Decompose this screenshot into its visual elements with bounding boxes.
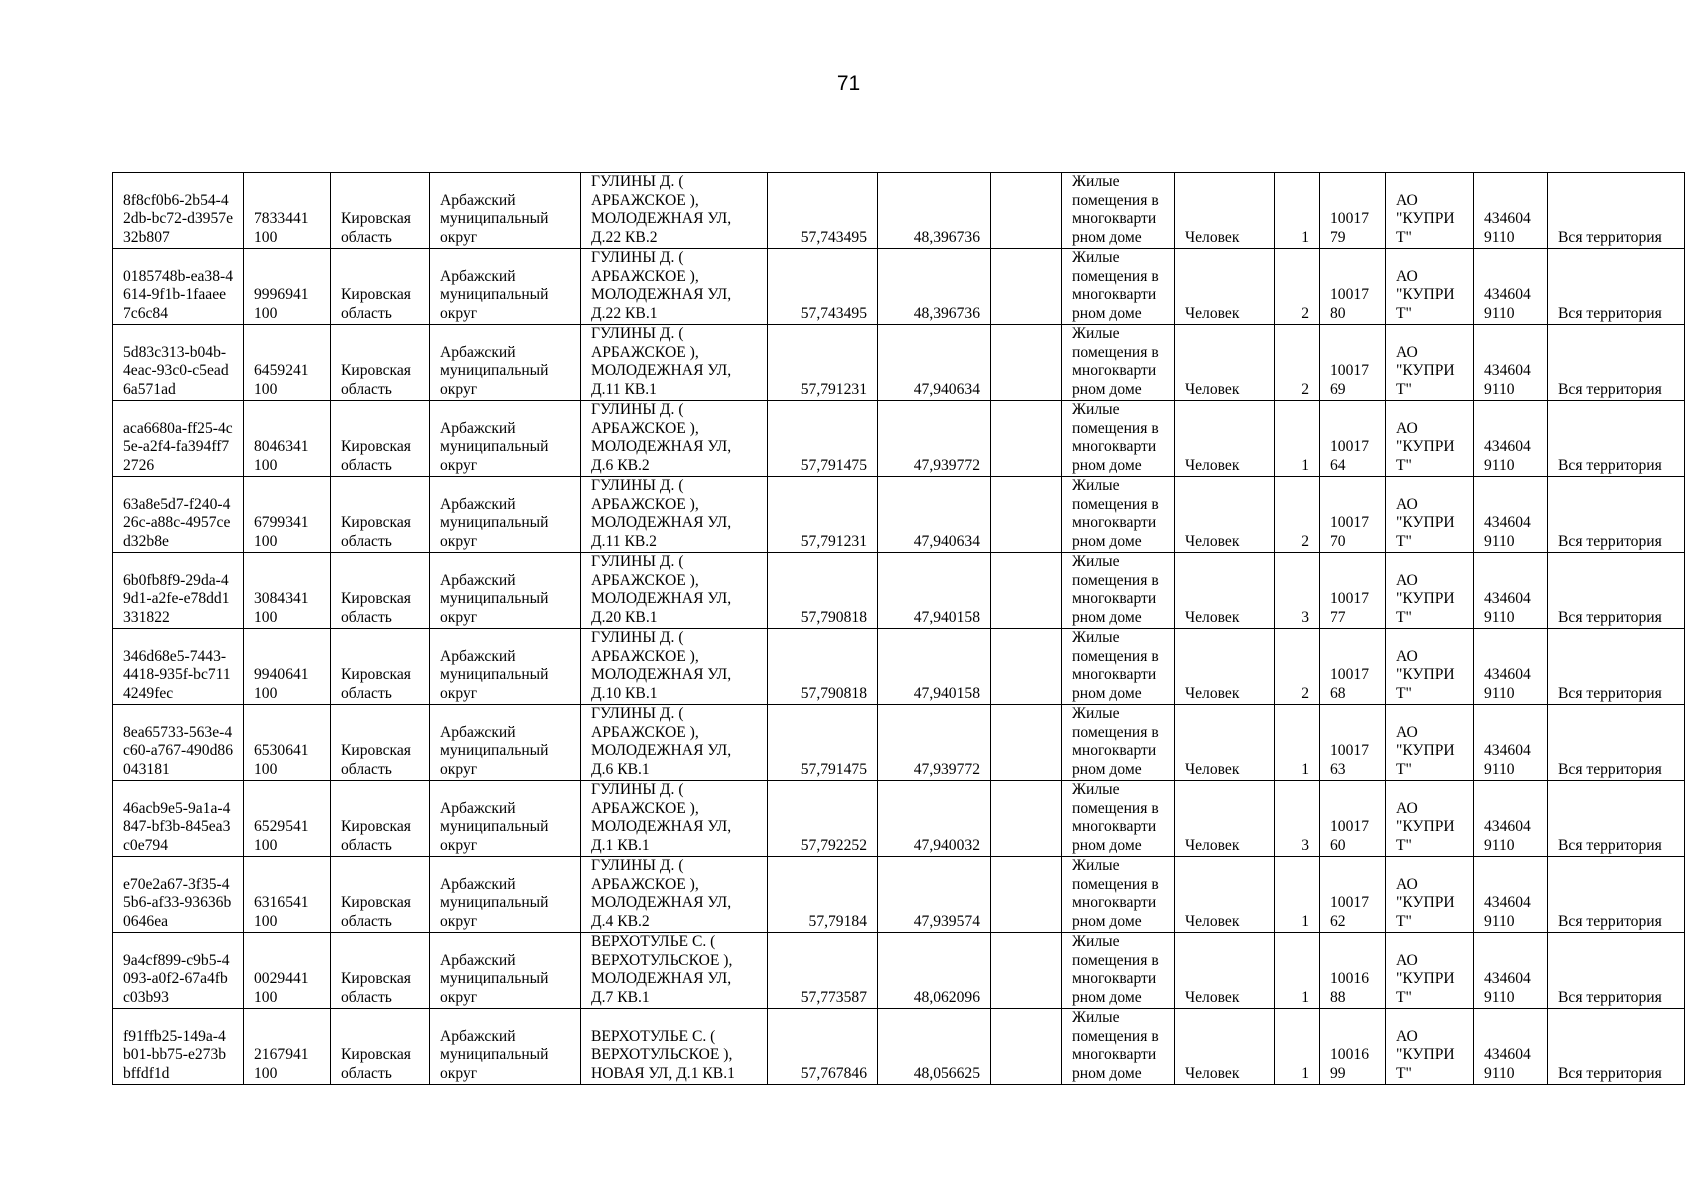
cell-region: Кировская область xyxy=(331,933,430,1009)
cell-latitude: 57,792252 xyxy=(768,781,878,857)
cell-district: Арбажский муниципальный округ xyxy=(430,249,581,325)
cell-territory: Вся территория xyxy=(1548,1009,1685,1085)
cell-id: 46acb9e5-9a1a-4847-bf3b-845ea3c0e794 xyxy=(113,781,244,857)
table-row xyxy=(113,781,1685,857)
table-row xyxy=(113,629,1685,705)
cell-district: Арбажский муниципальный округ xyxy=(430,933,581,1009)
cell-object-type: Жилые помещения в многокварти рном доме xyxy=(1062,553,1175,629)
cell-number: 10017 69 xyxy=(1320,325,1386,401)
cell-unit: Человек xyxy=(1175,705,1275,781)
cell-inn: 434604 9110 xyxy=(1474,325,1548,401)
cell-latitude: 57,773587 xyxy=(768,933,878,1009)
cell-region: Кировская область xyxy=(331,1009,430,1085)
cell-address: ГУЛИНЫ Д. ( АРБАЖСКОЕ ), МОЛОДЕЖНАЯ УЛ, Д.22 КВ.2 xyxy=(581,173,768,249)
cell-unit: Человек xyxy=(1175,401,1275,477)
cell-longitude: 47,939574 xyxy=(878,857,991,933)
cell-unit: Человек xyxy=(1175,629,1275,705)
cell-territory: Вся территория xyxy=(1548,249,1685,325)
cell-region: Кировская область xyxy=(331,705,430,781)
cell-longitude: 47,940158 xyxy=(878,553,991,629)
cell-address: ГУЛИНЫ Д. ( АРБАЖСКОЕ ), МОЛОДЕЖНАЯ УЛ, Д.11 КВ.2 xyxy=(581,477,768,553)
cell-latitude: 57,743495 xyxy=(768,249,878,325)
cell-region: Кировская область xyxy=(331,401,430,477)
cell-id: 8f8cf0b6-2b54-42db-bc72-d3957e32b807 xyxy=(113,173,244,249)
cell-address: ГУЛИНЫ Д. ( АРБАЖСКОЕ ), МОЛОДЕЖНАЯ УЛ, Д.6 КВ.2 xyxy=(581,401,768,477)
cell-district: Арбажский муниципальный округ xyxy=(430,401,581,477)
cell-count: 1 xyxy=(1275,705,1320,781)
cell-count: 1 xyxy=(1275,857,1320,933)
cell-id: 9a4cf899-c9b5-4093-a0f2-67a4fbc03b93 xyxy=(113,933,244,1009)
cell-inn: 434604 9110 xyxy=(1474,477,1548,553)
cell-number: 10017 60 xyxy=(1320,781,1386,857)
cell-id: 346d68e5-7443-4418-935f-bc7114249fec xyxy=(113,629,244,705)
cell-territory: Вся территория xyxy=(1548,629,1685,705)
cell-organization: АО "КУПРИ Т" xyxy=(1386,173,1474,249)
cell-latitude: 57,791231 xyxy=(768,477,878,553)
table-row xyxy=(113,857,1685,933)
cell-count: 3 xyxy=(1275,781,1320,857)
cell-organization: АО "КУПРИ Т" xyxy=(1386,781,1474,857)
cell-region: Кировская область xyxy=(331,249,430,325)
cell-address: ГУЛИНЫ Д. ( АРБАЖСКОЕ ), МОЛОДЕЖНАЯ УЛ, Д.11 КВ.1 xyxy=(581,325,768,401)
cell-code: 9940641 100 xyxy=(244,629,331,705)
cell-inn: 434604 9110 xyxy=(1474,857,1548,933)
cell-organization: АО "КУПРИ Т" xyxy=(1386,933,1474,1009)
cell-region: Кировская область xyxy=(331,553,430,629)
table-row xyxy=(113,325,1685,401)
cell-region: Кировская область xyxy=(331,325,430,401)
cell-id: 6b0fb8f9-29da-49d1-a2fe-e78dd1331822 xyxy=(113,553,244,629)
cell-latitude: 57,791475 xyxy=(768,705,878,781)
cell-district: Арбажский муниципальный округ xyxy=(430,173,581,249)
cell-address: ГУЛИНЫ Д. ( АРБАЖСКОЕ ), МОЛОДЕЖНАЯ УЛ, Д.6 КВ.1 xyxy=(581,705,768,781)
cell-empty xyxy=(991,173,1062,249)
cell-district: Арбажский муниципальный округ xyxy=(430,1009,581,1085)
cell-region: Кировская область xyxy=(331,857,430,933)
cell-inn: 434604 9110 xyxy=(1474,933,1548,1009)
cell-count: 2 xyxy=(1275,249,1320,325)
cell-object-type: Жилые помещения в многокварти рном доме xyxy=(1062,933,1175,1009)
cell-unit: Человек xyxy=(1175,857,1275,933)
cell-object-type: Жилые помещения в многокварти рном доме xyxy=(1062,249,1175,325)
cell-longitude: 47,939772 xyxy=(878,705,991,781)
cell-object-type: Жилые помещения в многокварти рном доме xyxy=(1062,325,1175,401)
cell-object-type: Жилые помещения в многокварти рном доме xyxy=(1062,477,1175,553)
cell-longitude: 47,940634 xyxy=(878,325,991,401)
cell-empty xyxy=(991,857,1062,933)
cell-number: 10017 64 xyxy=(1320,401,1386,477)
cell-empty xyxy=(991,1009,1062,1085)
cell-count: 1 xyxy=(1275,933,1320,1009)
cell-district: Арбажский муниципальный округ xyxy=(430,477,581,553)
cell-territory: Вся территория xyxy=(1548,705,1685,781)
cell-object-type: Жилые помещения в многокварти рном доме xyxy=(1062,629,1175,705)
cell-longitude: 47,940634 xyxy=(878,477,991,553)
cell-longitude: 47,940158 xyxy=(878,629,991,705)
cell-id: f91ffb25-149a-4b01-bb75-e273bbffdf1d xyxy=(113,1009,244,1085)
cell-longitude: 48,056625 xyxy=(878,1009,991,1085)
cell-object-type: Жилые помещения в многокварти рном доме xyxy=(1062,781,1175,857)
cell-longitude: 48,396736 xyxy=(878,173,991,249)
cell-inn: 434604 9110 xyxy=(1474,705,1548,781)
registry-table xyxy=(112,172,1685,1085)
cell-number: 10016 88 xyxy=(1320,933,1386,1009)
cell-number: 10017 79 xyxy=(1320,173,1386,249)
cell-longitude: 47,940032 xyxy=(878,781,991,857)
table-row xyxy=(113,553,1685,629)
cell-code: 8046341 100 xyxy=(244,401,331,477)
table-row xyxy=(113,401,1685,477)
cell-latitude: 57,743495 xyxy=(768,173,878,249)
cell-district: Арбажский муниципальный округ xyxy=(430,553,581,629)
cell-organization: АО "КУПРИ Т" xyxy=(1386,553,1474,629)
table-row xyxy=(113,249,1685,325)
cell-inn: 434604 9110 xyxy=(1474,1009,1548,1085)
cell-longitude: 48,062096 xyxy=(878,933,991,1009)
cell-district: Арбажский муниципальный округ xyxy=(430,629,581,705)
cell-object-type: Жилые помещения в многокварти рном доме xyxy=(1062,1009,1175,1085)
cell-number: 10017 63 xyxy=(1320,705,1386,781)
cell-number: 10017 80 xyxy=(1320,249,1386,325)
cell-empty xyxy=(991,553,1062,629)
cell-inn: 434604 9110 xyxy=(1474,173,1548,249)
table-row xyxy=(113,1009,1685,1085)
cell-organization: АО "КУПРИ Т" xyxy=(1386,857,1474,933)
cell-unit: Человек xyxy=(1175,249,1275,325)
cell-inn: 434604 9110 xyxy=(1474,553,1548,629)
cell-district: Арбажский муниципальный округ xyxy=(430,705,581,781)
cell-count: 2 xyxy=(1275,629,1320,705)
cell-count: 3 xyxy=(1275,553,1320,629)
cell-count: 1 xyxy=(1275,173,1320,249)
cell-longitude: 48,396736 xyxy=(878,249,991,325)
cell-code: 6316541 100 xyxy=(244,857,331,933)
page-number: 71 xyxy=(836,72,861,95)
cell-organization: АО "КУПРИ Т" xyxy=(1386,325,1474,401)
cell-territory: Вся территория xyxy=(1548,781,1685,857)
cell-inn: 434604 9110 xyxy=(1474,401,1548,477)
cell-count: 1 xyxy=(1275,401,1320,477)
cell-unit: Человек xyxy=(1175,325,1275,401)
table-row xyxy=(113,933,1685,1009)
cell-address: ГУЛИНЫ Д. ( АРБАЖСКОЕ ), МОЛОДЕЖНАЯ УЛ, Д.1 КВ.1 xyxy=(581,781,768,857)
table-row xyxy=(113,477,1685,553)
cell-address: ГУЛИНЫ Д. ( АРБАЖСКОЕ ), МОЛОДЕЖНАЯ УЛ, Д.10 КВ.1 xyxy=(581,629,768,705)
cell-unit: Человек xyxy=(1175,1009,1275,1085)
cell-empty xyxy=(991,325,1062,401)
cell-number: 10016 99 xyxy=(1320,1009,1386,1085)
cell-empty xyxy=(991,401,1062,477)
cell-territory: Вся территория xyxy=(1548,325,1685,401)
cell-code: 6459241 100 xyxy=(244,325,331,401)
cell-latitude: 57,767846 xyxy=(768,1009,878,1085)
cell-code: 6799341 100 xyxy=(244,477,331,553)
cell-id: 63a8e5d7-f240-426c-a88c-4957ced32b8e xyxy=(113,477,244,553)
cell-district: Арбажский муниципальный округ xyxy=(430,325,581,401)
cell-region: Кировская область xyxy=(331,173,430,249)
cell-empty xyxy=(991,781,1062,857)
cell-number: 10017 62 xyxy=(1320,857,1386,933)
cell-longitude: 47,939772 xyxy=(878,401,991,477)
cell-id: 5d83c313-b04b-4eac-93c0-c5ead6a571ad xyxy=(113,325,244,401)
cell-unit: Человек xyxy=(1175,173,1275,249)
cell-code: 7833441 100 xyxy=(244,173,331,249)
cell-territory: Вся территория xyxy=(1548,477,1685,553)
cell-address: ГУЛИНЫ Д. ( АРБАЖСКОЕ ), МОЛОДЕЖНАЯ УЛ, Д.4 КВ.2 xyxy=(581,857,768,933)
cell-code: 9996941 100 xyxy=(244,249,331,325)
cell-organization: АО "КУПРИ Т" xyxy=(1386,629,1474,705)
cell-latitude: 57,791475 xyxy=(768,401,878,477)
cell-address: ГУЛИНЫ Д. ( АРБАЖСКОЕ ), МОЛОДЕЖНАЯ УЛ, Д.22 КВ.1 xyxy=(581,249,768,325)
cell-code: 6530641 100 xyxy=(244,705,331,781)
cell-region: Кировская область xyxy=(331,477,430,553)
cell-object-type: Жилые помещения в многокварти рном доме xyxy=(1062,401,1175,477)
cell-number: 10017 70 xyxy=(1320,477,1386,553)
cell-district: Арбажский муниципальный округ xyxy=(430,781,581,857)
cell-address: ВЕРХОТУЛЬЕ С. ( ВЕРХОТУЛЬСКОЕ ), НОВАЯ УЛ, Д.1 КВ.1 xyxy=(581,1009,768,1085)
cell-latitude: 57,79184 xyxy=(768,857,878,933)
cell-territory: Вся территория xyxy=(1548,173,1685,249)
cell-inn: 434604 9110 xyxy=(1474,629,1548,705)
cell-id: e70e2a67-3f35-45b6-af33-93636b0646ea xyxy=(113,857,244,933)
cell-latitude: 57,791231 xyxy=(768,325,878,401)
table-row xyxy=(113,705,1685,781)
cell-id: 8ea65733-563e-4c60-a767-490d86043181 xyxy=(113,705,244,781)
table-row xyxy=(113,173,1685,249)
cell-empty xyxy=(991,249,1062,325)
cell-count: 2 xyxy=(1275,477,1320,553)
cell-count: 1 xyxy=(1275,1009,1320,1085)
cell-organization: АО "КУПРИ Т" xyxy=(1386,249,1474,325)
cell-unit: Человек xyxy=(1175,781,1275,857)
cell-number: 10017 68 xyxy=(1320,629,1386,705)
cell-address: ГУЛИНЫ Д. ( АРБАЖСКОЕ ), МОЛОДЕЖНАЯ УЛ, Д.20 КВ.1 xyxy=(581,553,768,629)
cell-organization: АО "КУПРИ Т" xyxy=(1386,477,1474,553)
cell-id: aca6680a-ff25-4c5e-a2f4-fa394ff72726 xyxy=(113,401,244,477)
table-body xyxy=(113,173,1685,1085)
cell-region: Кировская область xyxy=(331,781,430,857)
cell-latitude: 57,790818 xyxy=(768,629,878,705)
cell-empty xyxy=(991,933,1062,1009)
cell-count: 2 xyxy=(1275,325,1320,401)
cell-territory: Вся территория xyxy=(1548,857,1685,933)
cell-territory: Вся территория xyxy=(1548,933,1685,1009)
cell-district: Арбажский муниципальный округ xyxy=(430,857,581,933)
cell-id: 0185748b-ea38-4614-9f1b-1faaee7c6c84 xyxy=(113,249,244,325)
cell-code: 6529541 100 xyxy=(244,781,331,857)
cell-unit: Человек xyxy=(1175,553,1275,629)
cell-organization: АО "КУПРИ Т" xyxy=(1386,401,1474,477)
cell-inn: 434604 9110 xyxy=(1474,249,1548,325)
cell-object-type: Жилые помещения в многокварти рном доме xyxy=(1062,173,1175,249)
cell-code: 3084341 100 xyxy=(244,553,331,629)
cell-territory: Вся территория xyxy=(1548,401,1685,477)
cell-unit: Человек xyxy=(1175,933,1275,1009)
cell-empty xyxy=(991,705,1062,781)
cell-code: 2167941 100 xyxy=(244,1009,331,1085)
cell-empty xyxy=(991,629,1062,705)
cell-latitude: 57,790818 xyxy=(768,553,878,629)
cell-region: Кировская область xyxy=(331,629,430,705)
cell-code: 0029441 100 xyxy=(244,933,331,1009)
cell-number: 10017 77 xyxy=(1320,553,1386,629)
cell-territory: Вся территория xyxy=(1548,553,1685,629)
cell-unit: Человек xyxy=(1175,477,1275,553)
cell-organization: АО "КУПРИ Т" xyxy=(1386,1009,1474,1085)
cell-address: ВЕРХОТУЛЬЕ С. ( ВЕРХОТУЛЬСКОЕ ), МОЛОДЕЖНАЯ УЛ, Д.7 КВ.1 xyxy=(581,933,768,1009)
cell-inn: 434604 9110 xyxy=(1474,781,1548,857)
cell-organization: АО "КУПРИ Т" xyxy=(1386,705,1474,781)
cell-object-type: Жилые помещения в многокварти рном доме xyxy=(1062,857,1175,933)
cell-object-type: Жилые помещения в многокварти рном доме xyxy=(1062,705,1175,781)
cell-empty xyxy=(991,477,1062,553)
